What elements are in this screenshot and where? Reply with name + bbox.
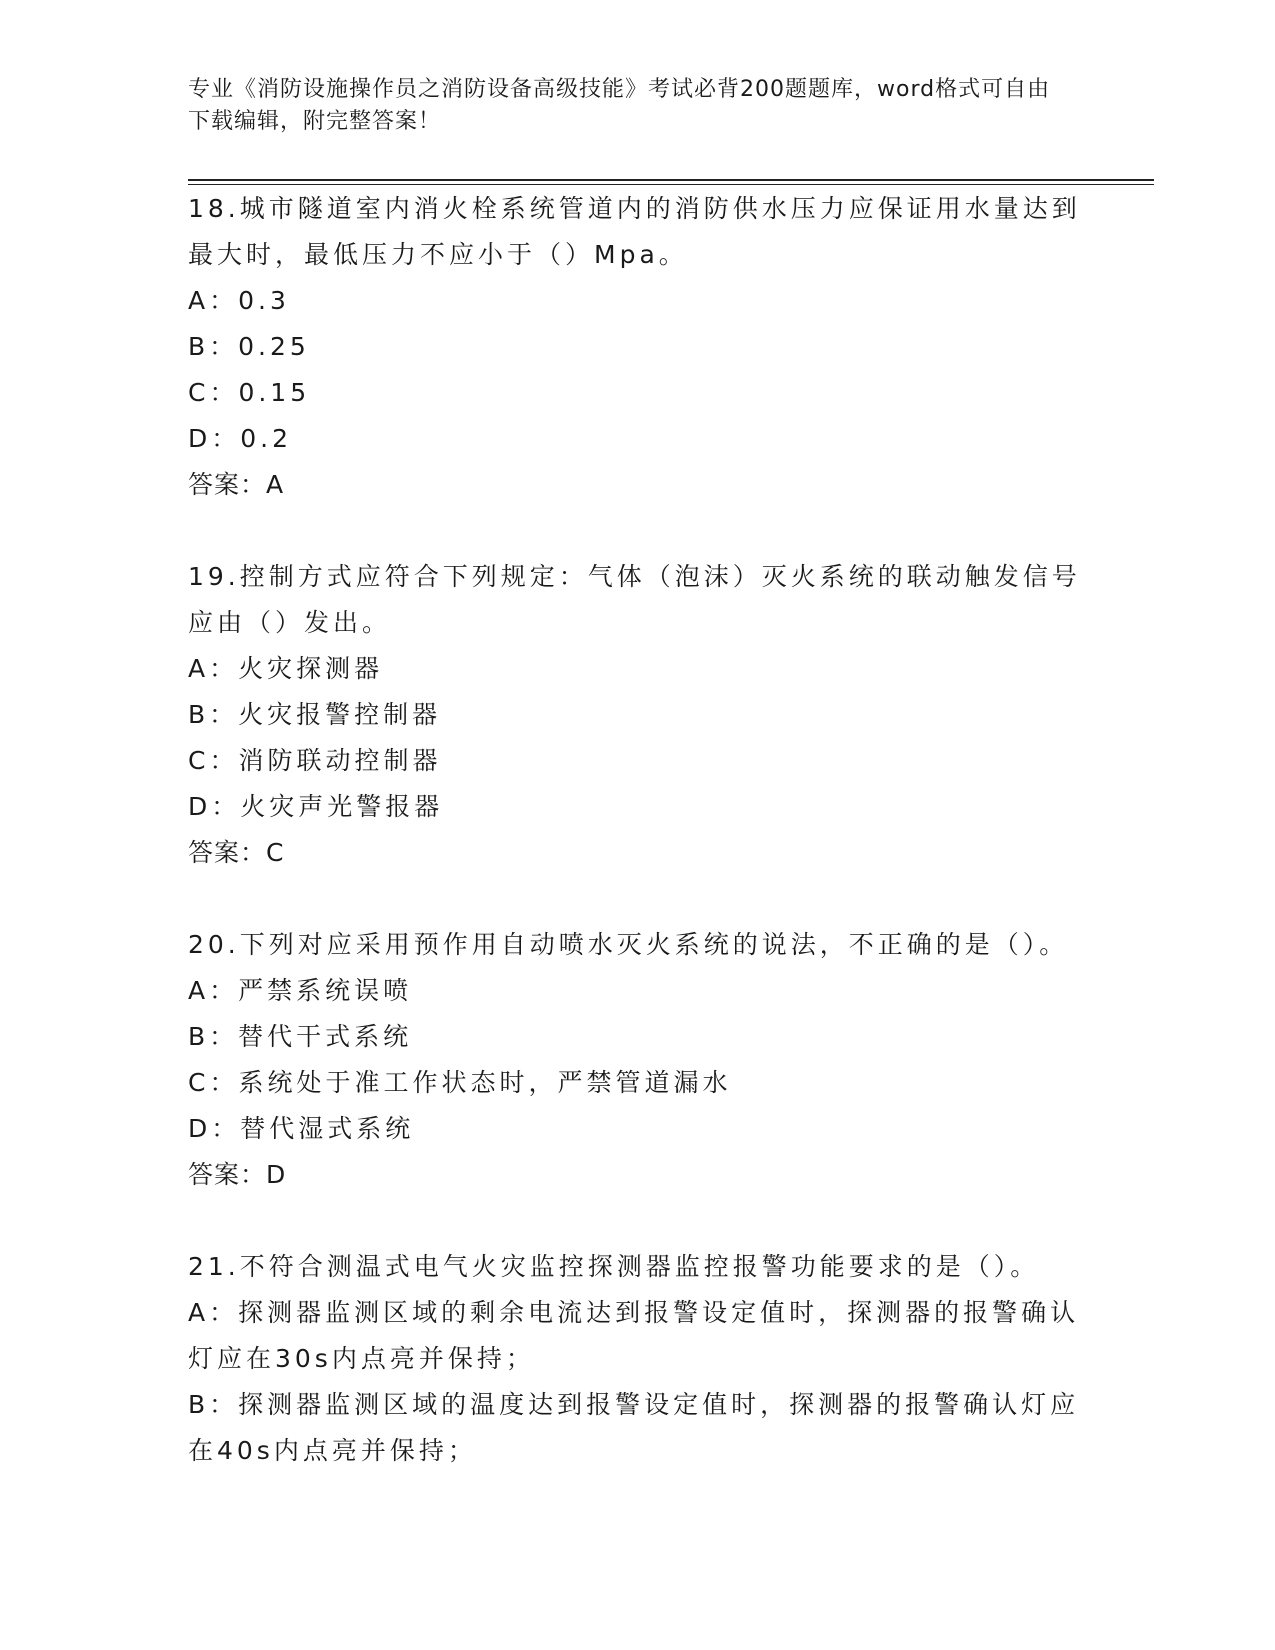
option-d: D：替代湿式系统 [188, 1114, 415, 1143]
document-header: 专业《消防设施操作员之消防设备高级技能》考试必背200题题库，word格式可自由下载编辑，附完整答案！ [188, 77, 1051, 134]
question-18 [188, 186, 1088, 508]
question-20 [188, 922, 1088, 1198]
option-b: B：探测器监测区域的温度达到报警设定值时，探测器的报警确认灯应在40s内点亮并保持； [188, 1390, 1080, 1465]
header-divider-thick [188, 179, 1154, 181]
answer-line: 答案：A [188, 470, 285, 499]
option-b: B：火灾报警控制器 [188, 700, 442, 729]
option-b: B：0.25 [188, 332, 310, 361]
option-a: A：严禁系统误喷 [188, 976, 413, 1005]
question-21 [188, 1244, 1088, 1474]
answer-line: 答案：C [188, 838, 285, 867]
option-d: D：火灾声光警报器 [188, 792, 444, 821]
option-d: D：0.2 [188, 424, 293, 453]
option-a: A：火灾探测器 [188, 654, 384, 683]
option-c: C：系统处于准工作状态时，严禁管道漏水 [188, 1068, 732, 1097]
question-stem: 19.控制方式应符合下列规定：气体（泡沫）灭火系统的联动触发信号应由（）发出。 [188, 562, 1081, 637]
option-b: B：替代干式系统 [188, 1022, 413, 1051]
answer-line: 答案：D [188, 1160, 287, 1189]
question-stem: 20.下列对应采用预作用自动喷水灭火系统的说法，不正确的是（）。 [188, 930, 1069, 959]
question-stem: 18.城市隧道室内消火栓系统管道内的消防供水压力应保证用水量达到最大时，最低压力不应小于（）Mpa。 [188, 194, 1081, 269]
option-a: A：0.3 [188, 286, 290, 315]
option-c: C：0.15 [188, 378, 311, 407]
question-stem: 21.不符合测温式电气火灾监控探测器监控报警功能要求的是（）。 [188, 1252, 1040, 1281]
question-19 [188, 554, 1088, 876]
header-divider-thin [188, 184, 1154, 185]
option-a: A：探测器监测区域的剩余电流达到报警设定值时，探测器的报警确认灯应在30s内点亮并保持； [188, 1298, 1080, 1373]
option-c: C：消防联动控制器 [188, 746, 442, 775]
question-list [188, 186, 1088, 1520]
